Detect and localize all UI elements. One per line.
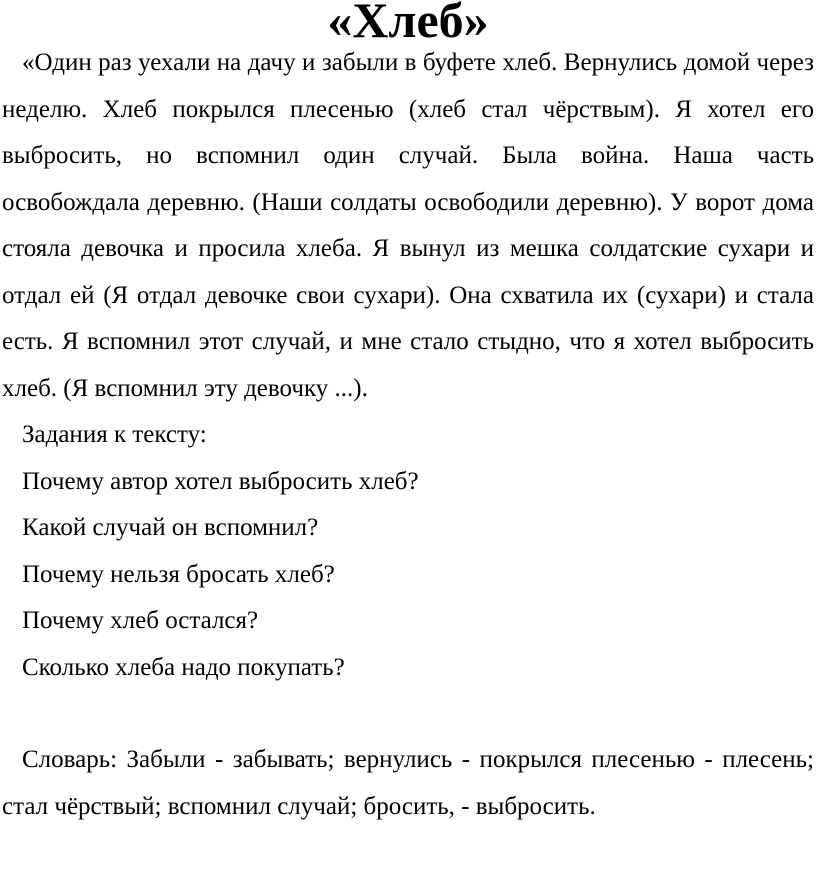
blank-line <box>2 691 814 737</box>
task-item: Какой случай он вспомнил? <box>22 514 319 541</box>
task-item: Почему нельзя бросать хлеб? <box>22 560 335 588</box>
task-item: Почему автор хотел выбросить хлеб? <box>22 467 419 495</box>
vocabulary-paragraph: Словарь: Забыли - забывать; вернулись - покрылся плесенью - плесень; стал чёрствый; вспомнил случай; бросить, - выбросить. <box>2 746 814 820</box>
story-paragraph: «Один раз уехали на дачу и забыли в буфете хлеб. Вернулись домой через неделю. Хлеб покрылся плесенью (хлеб стал чёрствым). Я хотел его выбросить, но вспомнил один случай. Была война. Наша часть освобождала деревню. (Наши солдаты освободили деревню). У ворот дома стояла девочка и просила хлеба. Я вынул из мешка солдатские сухари и отдал ей (Я отдал девочке свои сухари). Она схватила их (сухари) и стала есть. Я вспомнил этот случай, и мне стало стыдно, что я хотел выбросить хлеб. (Я вспомнил эту девочку ...). <box>2 49 814 402</box>
task-item: Сколько хлеба надо покупать? <box>22 653 345 681</box>
task-item: Почему хлеб остался? <box>22 607 259 634</box>
tasks-heading: Задания к тексту: <box>22 421 207 448</box>
tasks-list <box>2 412 814 691</box>
document-title: «Хлеб» <box>327 0 489 48</box>
